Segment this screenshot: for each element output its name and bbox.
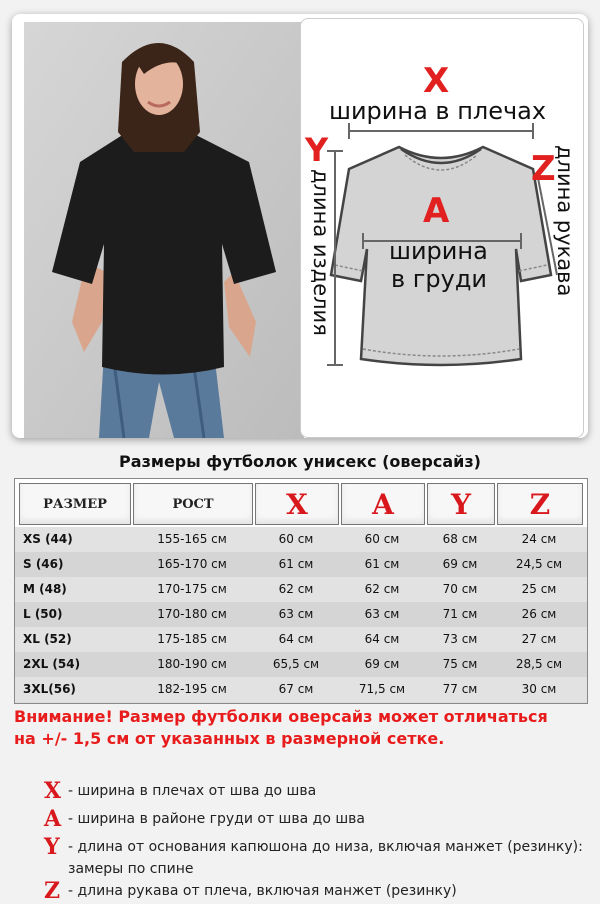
cell-a: 62 см: [364, 582, 400, 596]
header-a: A: [341, 483, 425, 525]
cell-size: 3XL(56): [23, 682, 76, 696]
cell-height: 170-175 см: [157, 582, 227, 596]
x-label: ширина в плечах: [329, 97, 547, 125]
cell-x: 62 см: [278, 582, 314, 596]
table-row: [15, 577, 587, 602]
table-row: [15, 627, 587, 652]
cell-a: 61 см: [364, 557, 400, 571]
legend-letter: Y: [44, 834, 60, 860]
cell-height: 170-180 см: [157, 607, 227, 621]
cell-size: M (48): [23, 582, 67, 596]
a-label-line1: ширина: [389, 237, 488, 265]
cell-a: 71,5 см: [358, 682, 406, 696]
cell-size: XL (52): [23, 632, 72, 646]
cell-x: 63 см: [278, 607, 314, 621]
cell-y: 77 см: [442, 682, 478, 696]
cell-size: S (46): [23, 557, 64, 571]
legend-item-a: [44, 808, 584, 830]
table-row: [15, 602, 587, 627]
cell-y: 69 см: [442, 557, 478, 571]
legend-item-z: [44, 878, 584, 904]
cell-y: 75 см: [442, 657, 478, 671]
cell-z: 26 см: [521, 607, 557, 621]
y-letter: Y: [305, 131, 329, 169]
table-row: [15, 677, 587, 702]
header-height: РОСТ: [133, 483, 253, 525]
cell-x: 65,5 см: [272, 657, 320, 671]
cell-z: 24 см: [521, 532, 557, 546]
cell-z: 28,5 см: [515, 657, 563, 671]
cell-a: 69 см: [364, 657, 400, 671]
header-size: РАЗМЕР: [19, 483, 131, 525]
cell-a: 64 см: [364, 632, 400, 646]
model-photo-image: [24, 22, 304, 438]
table-row: [15, 652, 587, 677]
cell-z: 30 см: [521, 682, 557, 696]
legend-text: - длина от основания капюшона до низа, включая манжет (резинку): замеры по спине: [68, 839, 583, 877]
cell-z: 27 см: [521, 632, 557, 646]
y-label: длина изделия: [309, 169, 333, 336]
table-row: [15, 527, 587, 552]
table-row: [15, 552, 587, 577]
cell-x: 60 см: [278, 532, 314, 546]
cell-x: 64 см: [278, 632, 314, 646]
cell-y: 68 см: [442, 532, 478, 546]
cell-a: 60 см: [364, 532, 400, 546]
legend-text: - ширина в районе груди от шва до шва: [68, 811, 365, 827]
cell-a: 63 см: [364, 607, 400, 621]
cell-height: 155-165 см: [157, 532, 227, 546]
legend-item-y: [44, 836, 584, 880]
header-z: Z: [497, 483, 583, 525]
cell-height: 175-185 см: [157, 632, 227, 646]
legend-letter: X: [44, 778, 62, 804]
legend-text: - длина рукава от плеча, включая манжет (резинку): [68, 883, 457, 899]
legend-text: - ширина в плечах от шва до шва: [68, 783, 317, 799]
cell-y: 70 см: [442, 582, 478, 596]
cell-height: 165-170 см: [157, 557, 227, 571]
cell-x: 67 см: [278, 682, 314, 696]
z-letter: Z: [531, 149, 556, 189]
cell-size: 2XL (54): [23, 657, 81, 671]
cell-height: 182-195 см: [157, 682, 227, 696]
cell-z: 25 см: [521, 582, 557, 596]
size-warning: Внимание! Размер футболки оверсайз может отличаться на +/- 1,5 см от указанных в размерной сетке.: [14, 707, 548, 748]
cell-z: 24,5 см: [515, 557, 563, 571]
size-table-header: [15, 479, 587, 527]
a-label-line2: в груди: [391, 265, 488, 293]
product-images-card: [12, 14, 588, 438]
size-table: [14, 478, 588, 704]
header-y: Y: [427, 483, 495, 525]
size-table-body: [15, 527, 587, 703]
z-label: длина рукава: [553, 145, 577, 297]
x-letter: X: [423, 61, 450, 101]
a-letter: A: [423, 191, 450, 231]
size-table-title: Размеры футболок унисекс (оверсайз): [119, 452, 481, 471]
measurement-diagram: [300, 18, 584, 438]
model-photo: [24, 22, 304, 438]
cell-size: L (50): [23, 607, 63, 621]
legend-item-x: [44, 780, 584, 802]
header-x: X: [255, 483, 339, 525]
cell-x: 61 см: [278, 557, 314, 571]
legend-letter: Z: [44, 878, 61, 904]
cell-y: 71 см: [442, 607, 478, 621]
cell-y: 73 см: [442, 632, 478, 646]
cell-size: XS (44): [23, 532, 73, 546]
cell-height: 180-190 см: [157, 657, 227, 671]
legend-letter: A: [44, 806, 62, 832]
